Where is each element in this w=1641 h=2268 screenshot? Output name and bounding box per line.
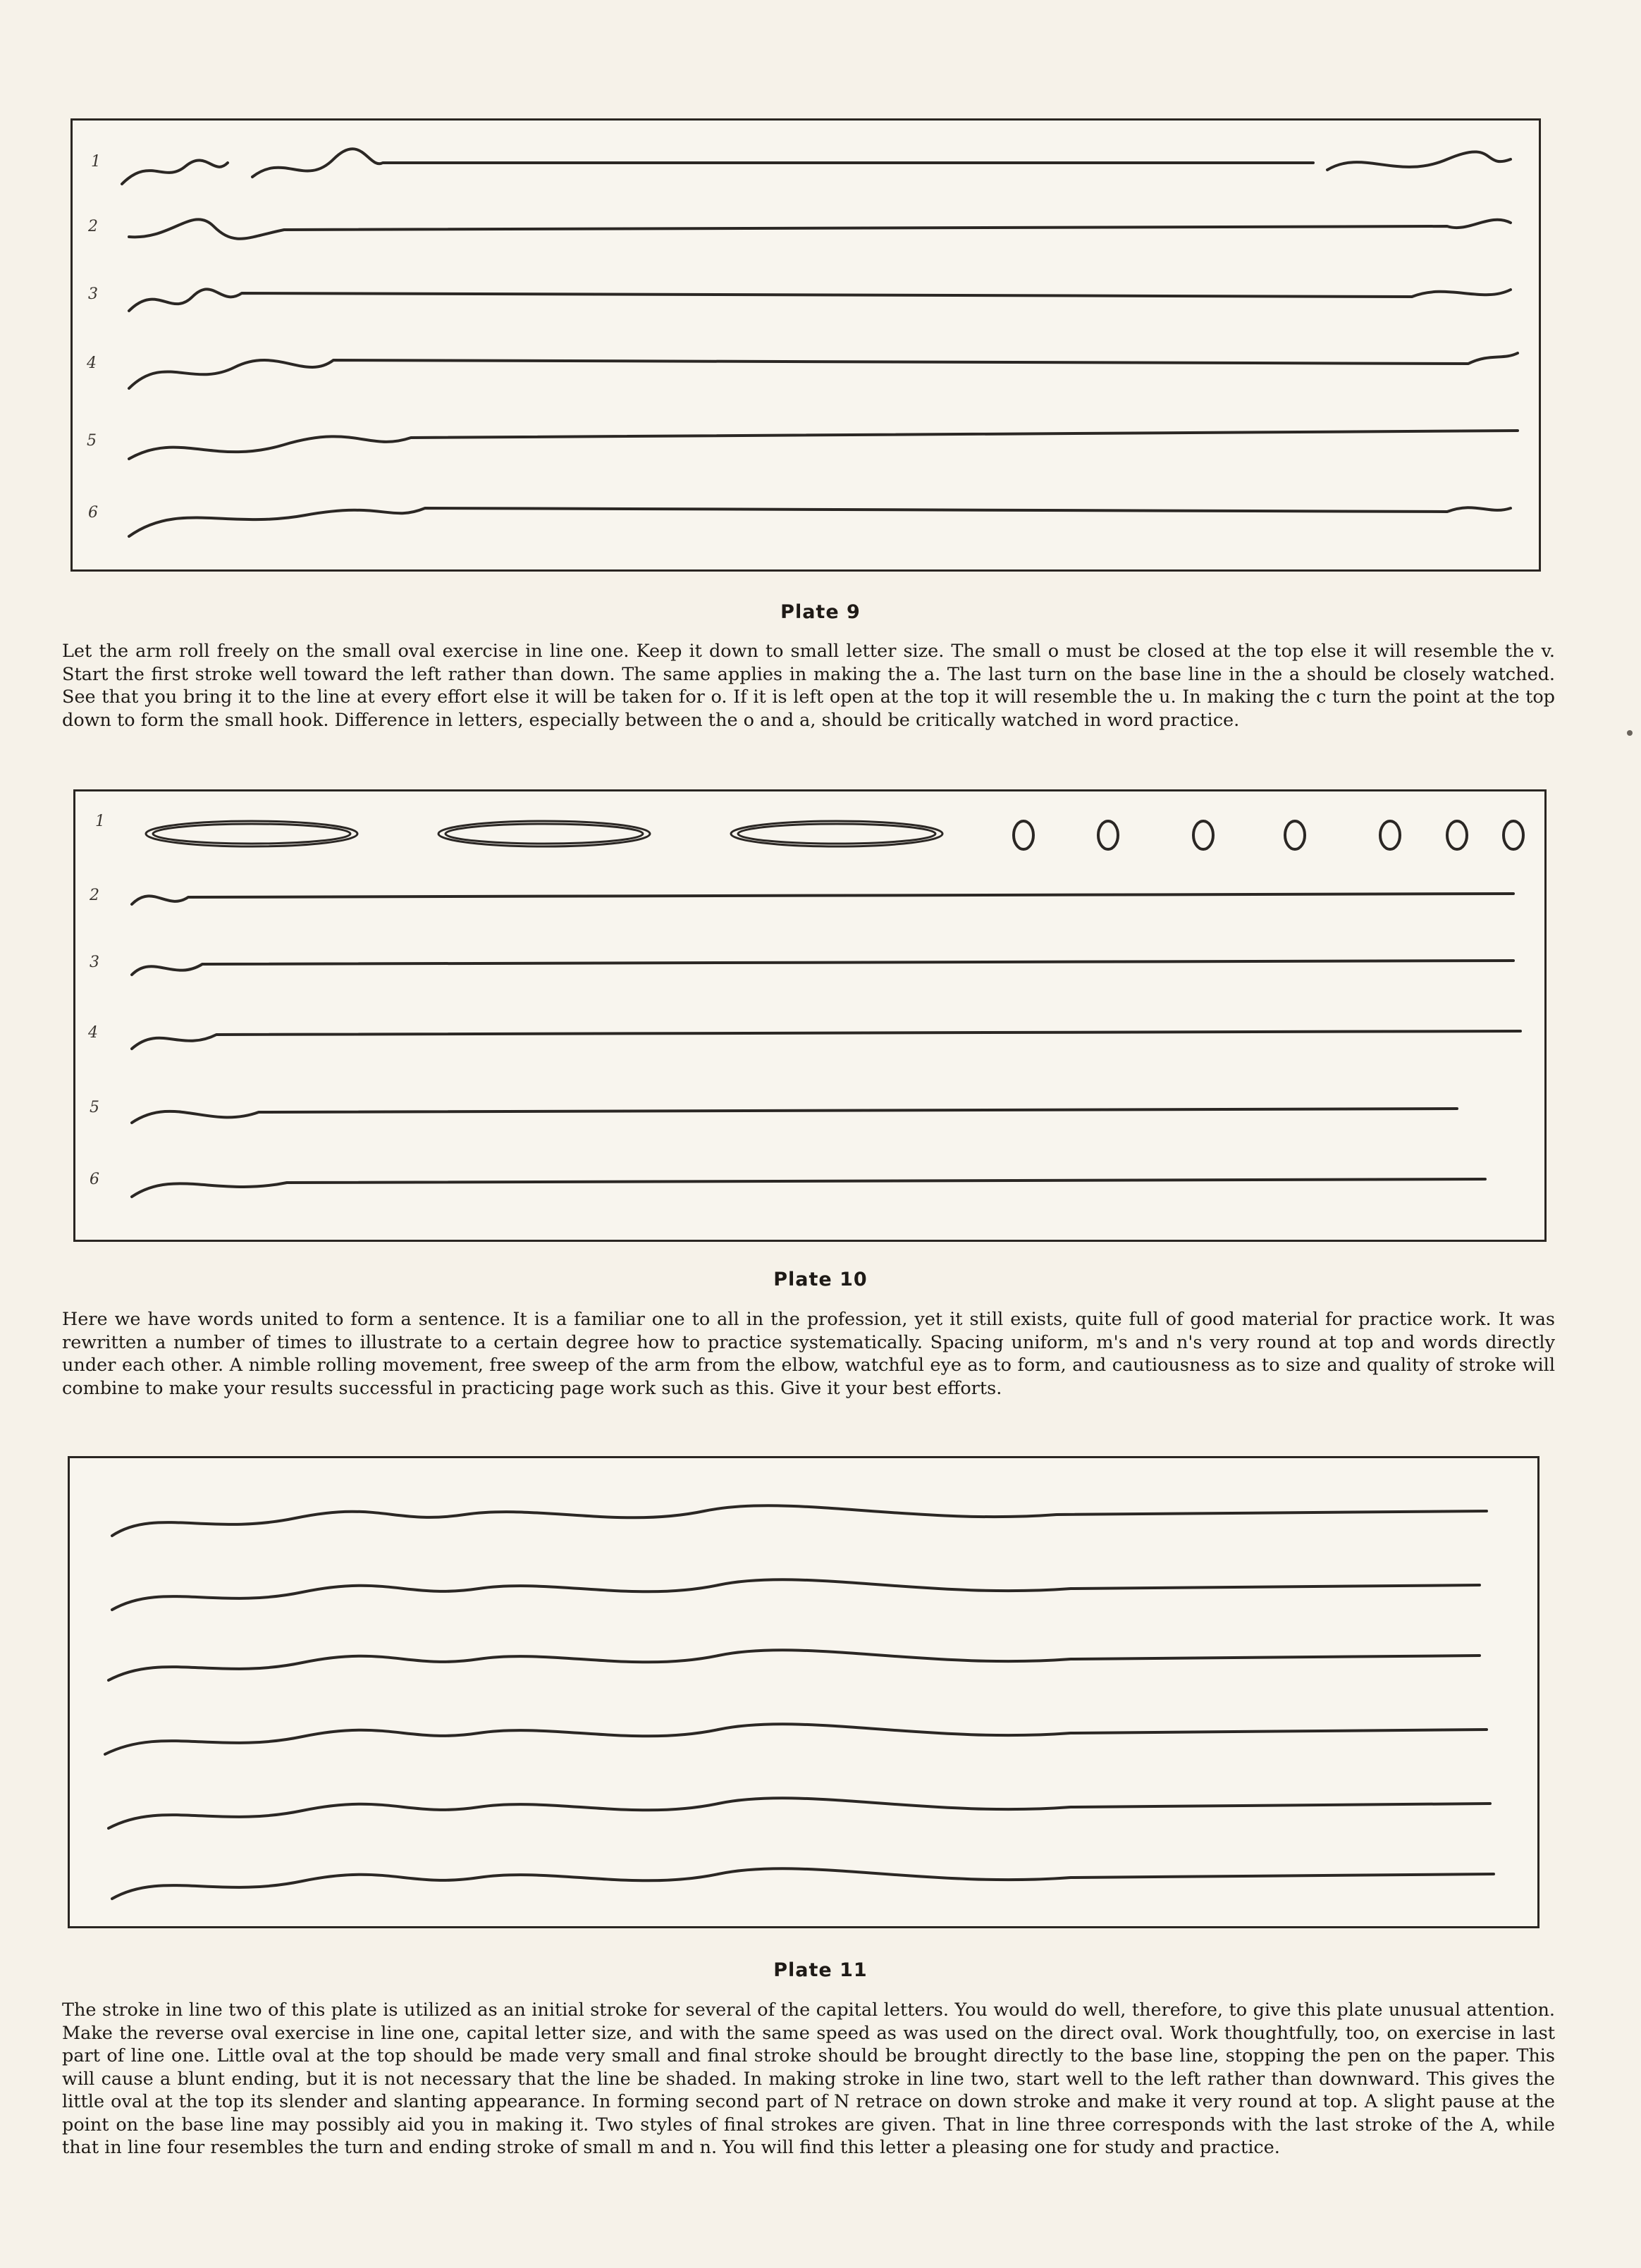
line-number-2: 2: [88, 218, 98, 235]
line-number-5: 5: [90, 1099, 99, 1116]
line-number-3: 3: [88, 285, 98, 303]
plate-10-text: [62, 1308, 1555, 1400]
line-number-6: 6: [88, 504, 98, 522]
handwriting-specimen-1: [73, 121, 1539, 569]
plate-9-title: Plate 9: [780, 601, 861, 623]
line-number-6: 6: [90, 1171, 99, 1188]
line-number-4: 4: [87, 355, 97, 372]
specimen-box-3: [68, 1456, 1539, 1928]
line-number-1: 1: [95, 813, 105, 830]
plate-10-title: Plate 10: [773, 1269, 868, 1290]
plate-9-text: [62, 640, 1555, 732]
line-number-5: 5: [87, 432, 97, 450]
line-number-4: 4: [88, 1024, 98, 1042]
plate-11-text: [62, 1999, 1555, 2159]
handwriting-specimen-2: [75, 791, 1544, 1240]
margin-mark: [1627, 730, 1633, 736]
line-number-1: 1: [91, 153, 101, 171]
plate-10-paragraph: Here we have words united to form a sentence. It is a familiar one to all in the profession, yet it still exists, quite full of good material for practice work. It was rewritten a number of times to illustrate to a certain degree how to practice systematically. Spacing uniform, m's and n's very round at top and words directly under each other. A nimble rolling movement, free sweep of the arm from the elbow, watchful eye as to form, and cautiousness as to size and quality of stroke will combine to make your results successful in practicing page work such as this. Give it your best efforts.: [62, 1309, 1555, 1399]
line-number-3: 3: [90, 954, 99, 971]
plate-9-paragraph: Let the arm roll freely on the small oval exercise in line one. Keep it down to small letter size. The small o must be closed at the top else it will resemble the v. Start the first stroke well toward the left rather than down. The same applies in making the a. The last turn on the base line in the a should be closely watched. See that you bring it to the line at every effort else it will be taken for o. If it is left open at the top it will resemble the u. In making the c turn the point at the top down to form the small hook. Difference in letters, especially between the o and a, should be critically watched in word practice.: [62, 641, 1555, 731]
specimen-box-1: [70, 118, 1541, 572]
plate-11-title: Plate 11: [773, 1959, 868, 1981]
specimen-box-2: [73, 789, 1547, 1242]
plate-11-paragraph: The stroke in line two of this plate is utilized as an initial stroke for several of the capital letters. You would do well, therefore, to give this plate unusual attention. Make the reverse oval exercise in line one, capital letter size, and with the same speed as was used on the direct oval. Work thoughtfully, too, on exercise in last part of line one. Little oval at the top should be made very small and final stroke should be brought directly to the base line, stopping the pen on the paper. This will cause a blunt ending, but it is not necessary that the line be shaded. In making stroke in line two, start well to the left rather than downward. This gives the little oval at the top its slender and slanting appearance. In forming second part of N retrace on down stroke and make it very round at top. A slight pause at the point on the base line may possibly aid you in making it. Two styles of final strokes are given. That in line three corresponds with the last stroke of the A, while that in line four resembles the turn and ending stroke of small m and n. You will find this letter a pleasing one for study and practice.: [62, 1999, 1555, 2158]
handwriting-specimen-3: [70, 1458, 1537, 1926]
line-number-2: 2: [90, 887, 99, 904]
